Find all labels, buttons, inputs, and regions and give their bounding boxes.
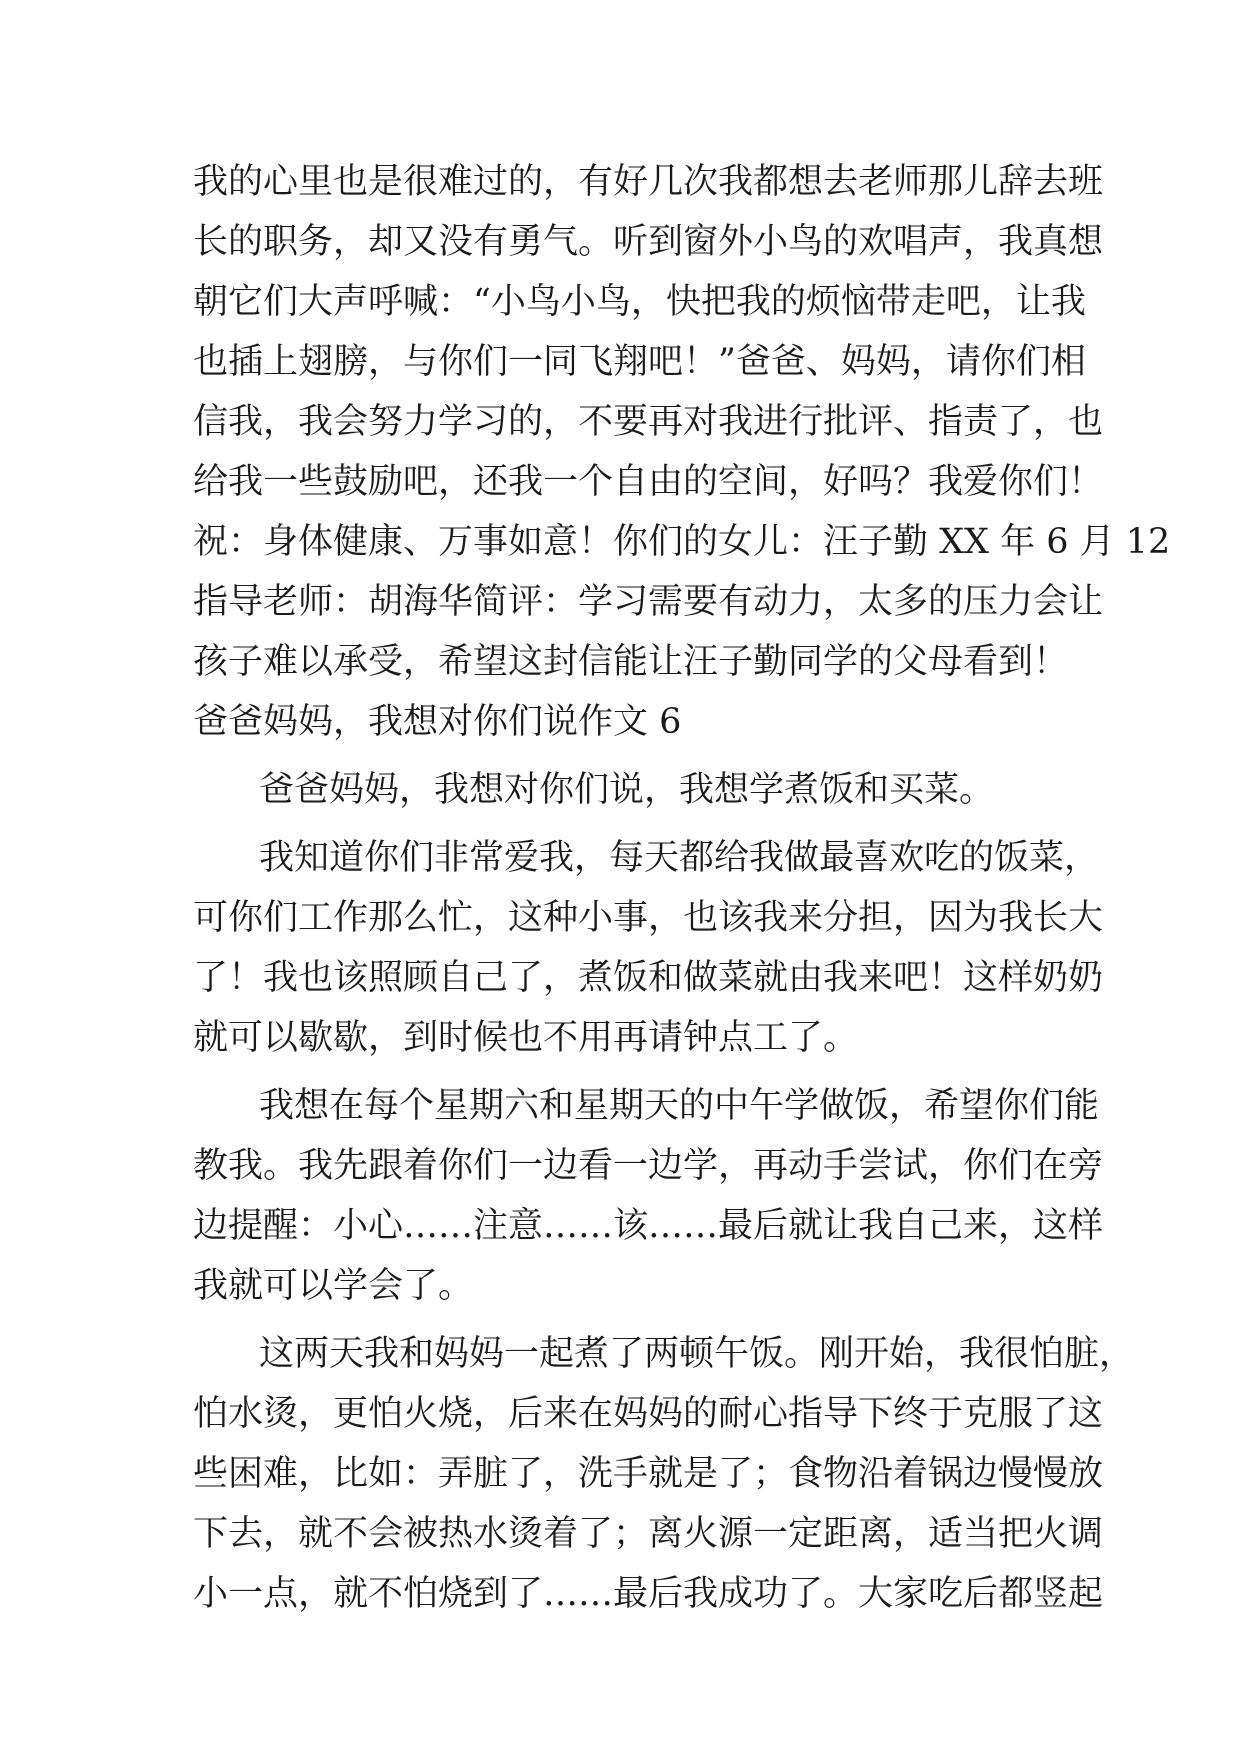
text-line: 我就可以学会了。	[193, 1266, 474, 1306]
text-line: 祝：身体健康、万事如意！你们的女儿：汪子勤 XX 年 6 月 12	[193, 522, 1171, 562]
text-line: 给我一些鼓励吧，还我一个自由的空间，好吗？我爱你们！	[193, 462, 1104, 502]
text-line: 我的心里也是很难过的，有好几次我都想去老师那儿辞去班	[193, 162, 1104, 202]
section-heading: 爸爸妈妈，我想对你们说作文 6	[193, 702, 682, 742]
text-line: 指导老师：胡海华简评：学习需要有动力，太多的压力会让	[193, 582, 1104, 622]
text-line: 些困难，比如：弄脏了，洗手就是了；食物沿着锅边慢慢放	[193, 1454, 1104, 1494]
text-line: 了！我也该照顾自己了，煮饭和做菜就由我来吧！这样奶奶	[193, 958, 1104, 998]
text-line: 可你们工作那么忙，这种小事，也该我来分担，因为我长大	[193, 898, 1104, 938]
paragraph-first-line: 这两天我和妈妈一起煮了两顿午饭。刚开始，我很怕脏，	[259, 1334, 1135, 1374]
text-line: 朝它们大声呼喊：“小鸟小鸟，快把我的烦恼带走吧，让我	[193, 282, 1086, 322]
text-line: 长的职务，却又没有勇气。听到窗外小鸟的欢唱声，我真想	[193, 222, 1104, 262]
text-line: 孩子难以承受，希望这封信能让汪子勤同学的父母看到！	[193, 642, 1069, 682]
text-line: 小一点，就不怕烧到了……最后我成功了。大家吃后都竖起	[193, 1574, 1104, 1614]
text-line: 边提醒：小心……注意……该……最后就让我自己来，这样	[193, 1206, 1104, 1246]
paragraph-first-line: 我想在每个星期六和星期天的中午学做饭，希望你们能	[259, 1086, 1100, 1126]
paragraph-first-line: 我知道你们非常爱我，每天都给我做最喜欢吃的饭菜，	[259, 838, 1100, 878]
text-line: 信我，我会努力学习的，不要再对我进行批评、指责了，也	[193, 402, 1104, 442]
text-line: 也插上翅膀，与你们一同飞翔吧！”爸爸、妈妈，请你们相	[193, 342, 1086, 382]
paragraph-first-line: 爸爸妈妈，我想对你们说，我想学煮饭和买菜。	[259, 770, 995, 810]
text-line: 教我。我先跟着你们一边看一边学，再动手尝试，你们在旁	[193, 1146, 1104, 1186]
text-line: 怕水烫，更怕火烧，后来在妈妈的耐心指导下终于克服了这	[193, 1394, 1104, 1434]
text-line: 下去，就不会被热水烫着了；离火源一定距离，适当把火调	[193, 1514, 1104, 1554]
document-body	[193, 152, 1171, 1624]
text-line: 就可以歇歇，到时候也不用再请钟点工了。	[193, 1018, 859, 1058]
